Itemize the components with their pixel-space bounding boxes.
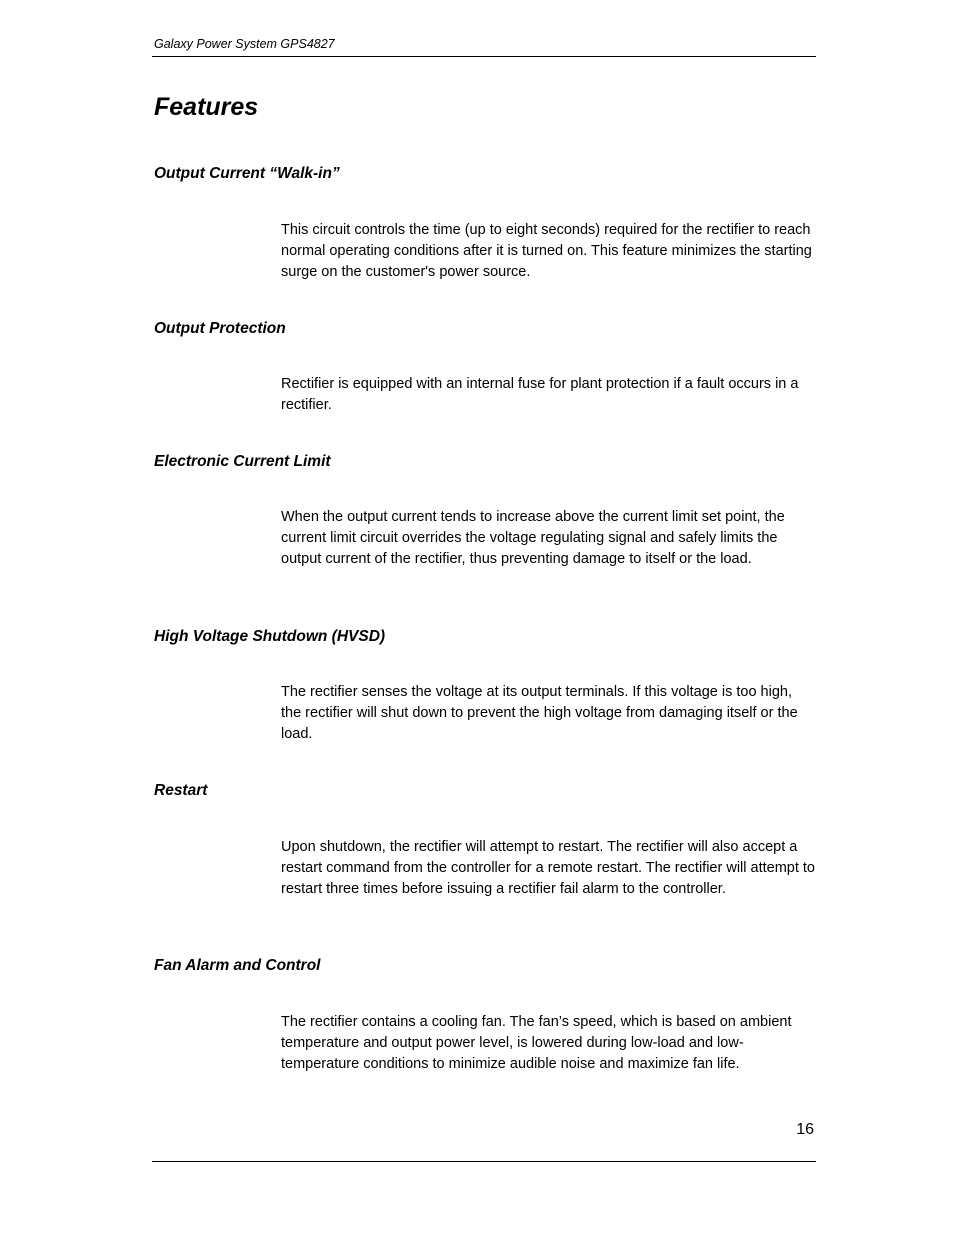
section-body: This circuit controls the time (up to eight seconds) required for the rectifier to reach normal operating conditions after it is turned on. This feature minimizes the starting surge on the customer's power source. (281, 222, 812, 280)
section-body: When the output current tends to increase above the current limit set point, the current limit circuit overrides the voltage regulating signal and safely limits the output current of the rectifier, thus preventing damage to itself or the load. (281, 509, 785, 567)
section-title: High Voltage Shutdown (HVSD) (154, 628, 386, 645)
document-title: Galaxy Power System GPS4827 (154, 37, 335, 51)
section-body: Rectifier is equipped with an internal fuse for plant protection if a fault occurs in a rectifier. (281, 376, 799, 413)
footer-divider (152, 1161, 816, 1162)
section-title: Electronic Current Limit (154, 453, 331, 470)
page-number: 16 (796, 1121, 814, 1138)
section-title: Output Protection (154, 320, 286, 337)
section-title: Restart (154, 782, 208, 799)
section-body: The rectifier contains a cooling fan. The fan’s speed, which is based on ambient temperature and output power level, is lowered during low-load and low-temperature conditions to minimize audible noise and maximize fan life. (281, 1014, 792, 1072)
section-title: Fan Alarm and Control (154, 957, 321, 974)
section-title: Output Current “Walk-in” (154, 165, 340, 182)
header-divider (152, 56, 816, 57)
page-title: Features (154, 93, 259, 121)
section-body: Upon shutdown, the rectifier will attempt to restart. The rectifier will also accept a restart command from the controller for a remote restart. The rectifier will attempt to restart three times before issuing a rectifier fail alarm to the controller. (281, 839, 816, 897)
section-body: The rectifier senses the voltage at its output terminals. If this voltage is too high, the rectifier will shut down to prevent the high voltage from damaging itself or the load. (281, 684, 798, 742)
